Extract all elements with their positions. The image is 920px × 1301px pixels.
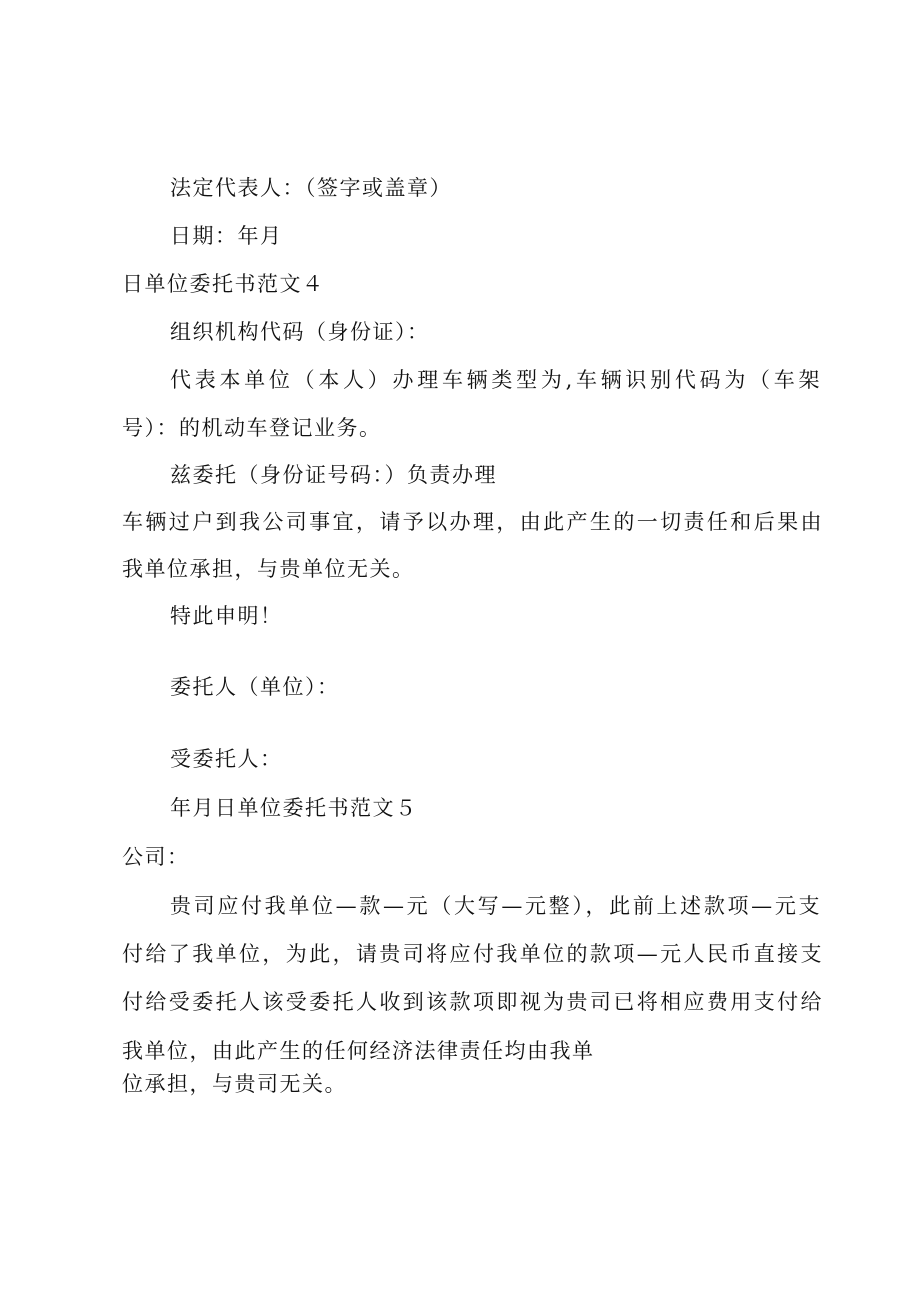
paragraph-line: 车辆过户到我公司事宜，请予以办理，由此产生的一切责任和后果由 (122, 510, 822, 534)
sample-4-heading: 日单位委托书范文４ (122, 272, 325, 296)
sample-5-heading: 年月日单位委托书范文５ (170, 796, 418, 820)
paragraph-line: 贵司应付我单位—款—元（大写—元整），此前上述款项—元支 (170, 894, 820, 918)
date-line: 日期：年月 (170, 224, 283, 248)
paragraph-line: 位承担，与贵司无关。 (122, 1072, 347, 1096)
principal-line: 委托人（单位）： (170, 675, 340, 699)
paragraph-line: 号）：的机动车登记业务。 (122, 416, 382, 440)
declaration-line: 特此申明！ (170, 604, 283, 628)
legal-representative-line: 法定代表人：（签字或盖章） (170, 176, 452, 200)
company-salutation: 公司： (122, 845, 190, 869)
paragraph-line: 代表本单位（本人）办理车辆类型为,车辆识别代码为（车架 (170, 368, 820, 392)
entrust-line: 兹委托（身份证号码：）负责办理 (170, 463, 497, 487)
paragraph-line: 我单位承担，与贵单位无关。 (122, 557, 415, 581)
paragraph-line: 付给受委托人该受委托人收到该款项即视为贵司已将相应费用支付给 (122, 990, 822, 1014)
paragraph-line: 我单位，由此产生的任何经济法律责任均由我单 (122, 1039, 595, 1063)
agent-line: 受委托人： (170, 747, 283, 771)
paragraph-line: 付给了我单位，为此，请贵司将应付我单位的款项—元人民币直接支 (122, 942, 822, 966)
org-code-line: 组织机构代码（身份证）： (170, 320, 430, 344)
